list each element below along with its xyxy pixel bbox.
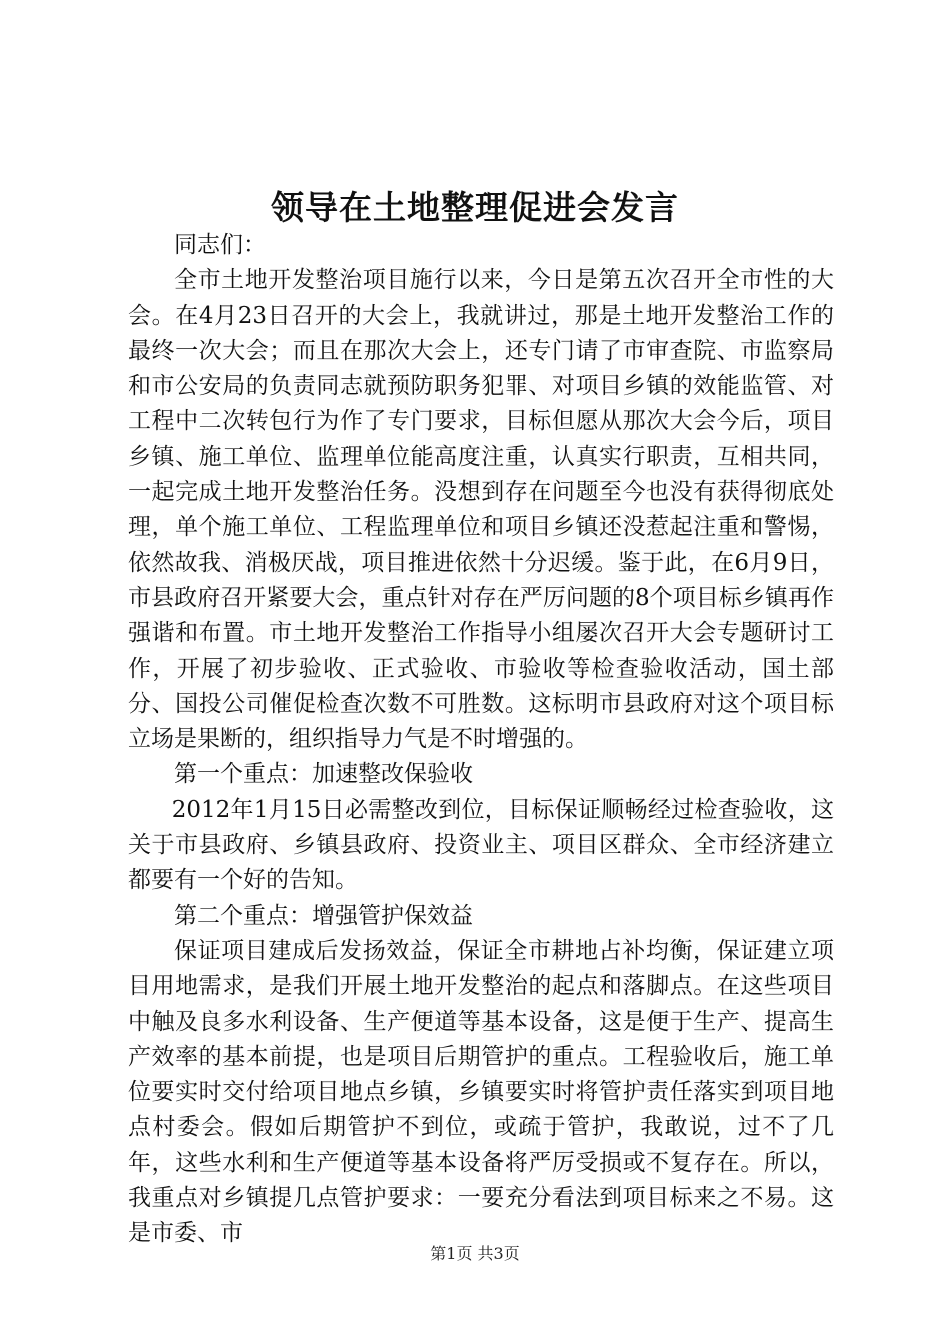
section-heading: 第一个重点：加速整改保验收 — [174, 761, 473, 788]
section-heading: 第二个重点：增强管护保效益 — [174, 902, 473, 929]
body-paragraph: 2012年1月15日必需整改到位，目标保证顺畅经过检查验收，这关于市县政府、乡镇县政府、投资业主、项目区群众、全市经济建立都要有一个好的告知。 — [128, 796, 834, 894]
document-title: 领导在土地整理促进会发言 — [271, 188, 679, 227]
salutation-paragraph: 同志们： — [174, 232, 266, 258]
body-paragraph: 保证项目建成后发扬效益，保证全市耕地占补均衡，保证建立项目用地需求，是我们开展土地开发整治的起点和落脚点。在这些项目中触及良多水利设备、生产便道等基本设备，这是便于生产、提高生产效率的基本前提，也是项目后期管护的重点。工程验收后，施工单位要实时交付给项目地点乡镇，乡镇要实时将管护责任落实到项目地点村委会。假如后期管护不到位，或疏于管护，我敢说，过不了几年，这些水利和生产便道等基本设备将严厉受损或不复存在。所以，我重点对乡镇提几点管护要求：一要充分看法到项目标来之不易。这是市委、市 — [128, 937, 834, 1247]
document-body — [128, 228, 834, 1252]
body-paragraph: 全市土地开发整治项目施行以来，今日是第五次召开全市性的大会。在4月23日召开的大会上，我就讲过，那是土地开发整治工作的最终一次大会；而且在那次大会上，还专门请了市审查院、市监察局和市公安局的负责同志就预防职务犯罪、对项目乡镇的效能监管、对工程中二次转包行为作了专门要求，目标但愿从那次大会今后，项目乡镇、施工单位、监理单位能高度注重，认真实行职责，互相共同，一起完成土地开发整治任务。没想到存在问题至今也没有获得彻底处理，单个施工单位、工程监理单位和项目乡镇还没惹起注重和警惕，依然故我、消极厌战，项目推进依然十分迟缓。鉴于此，在6月9日，市县政府召开紧要大会，重点针对存在严厉问题的8个项目标乡镇再作强谐和布置。市土地开发整治工作指导小组屡次召开大会专题研讨工作，开展了初步验收、正式验收、市验收等检查验收活动，国土部分、国投公司催促检查次数不可胜数。这标明市县政府对这个项目标立场是果断的，组织指导力气是不时增强的。 — [128, 267, 834, 753]
page-footer: 第1页 共3页 — [430, 1244, 520, 1263]
